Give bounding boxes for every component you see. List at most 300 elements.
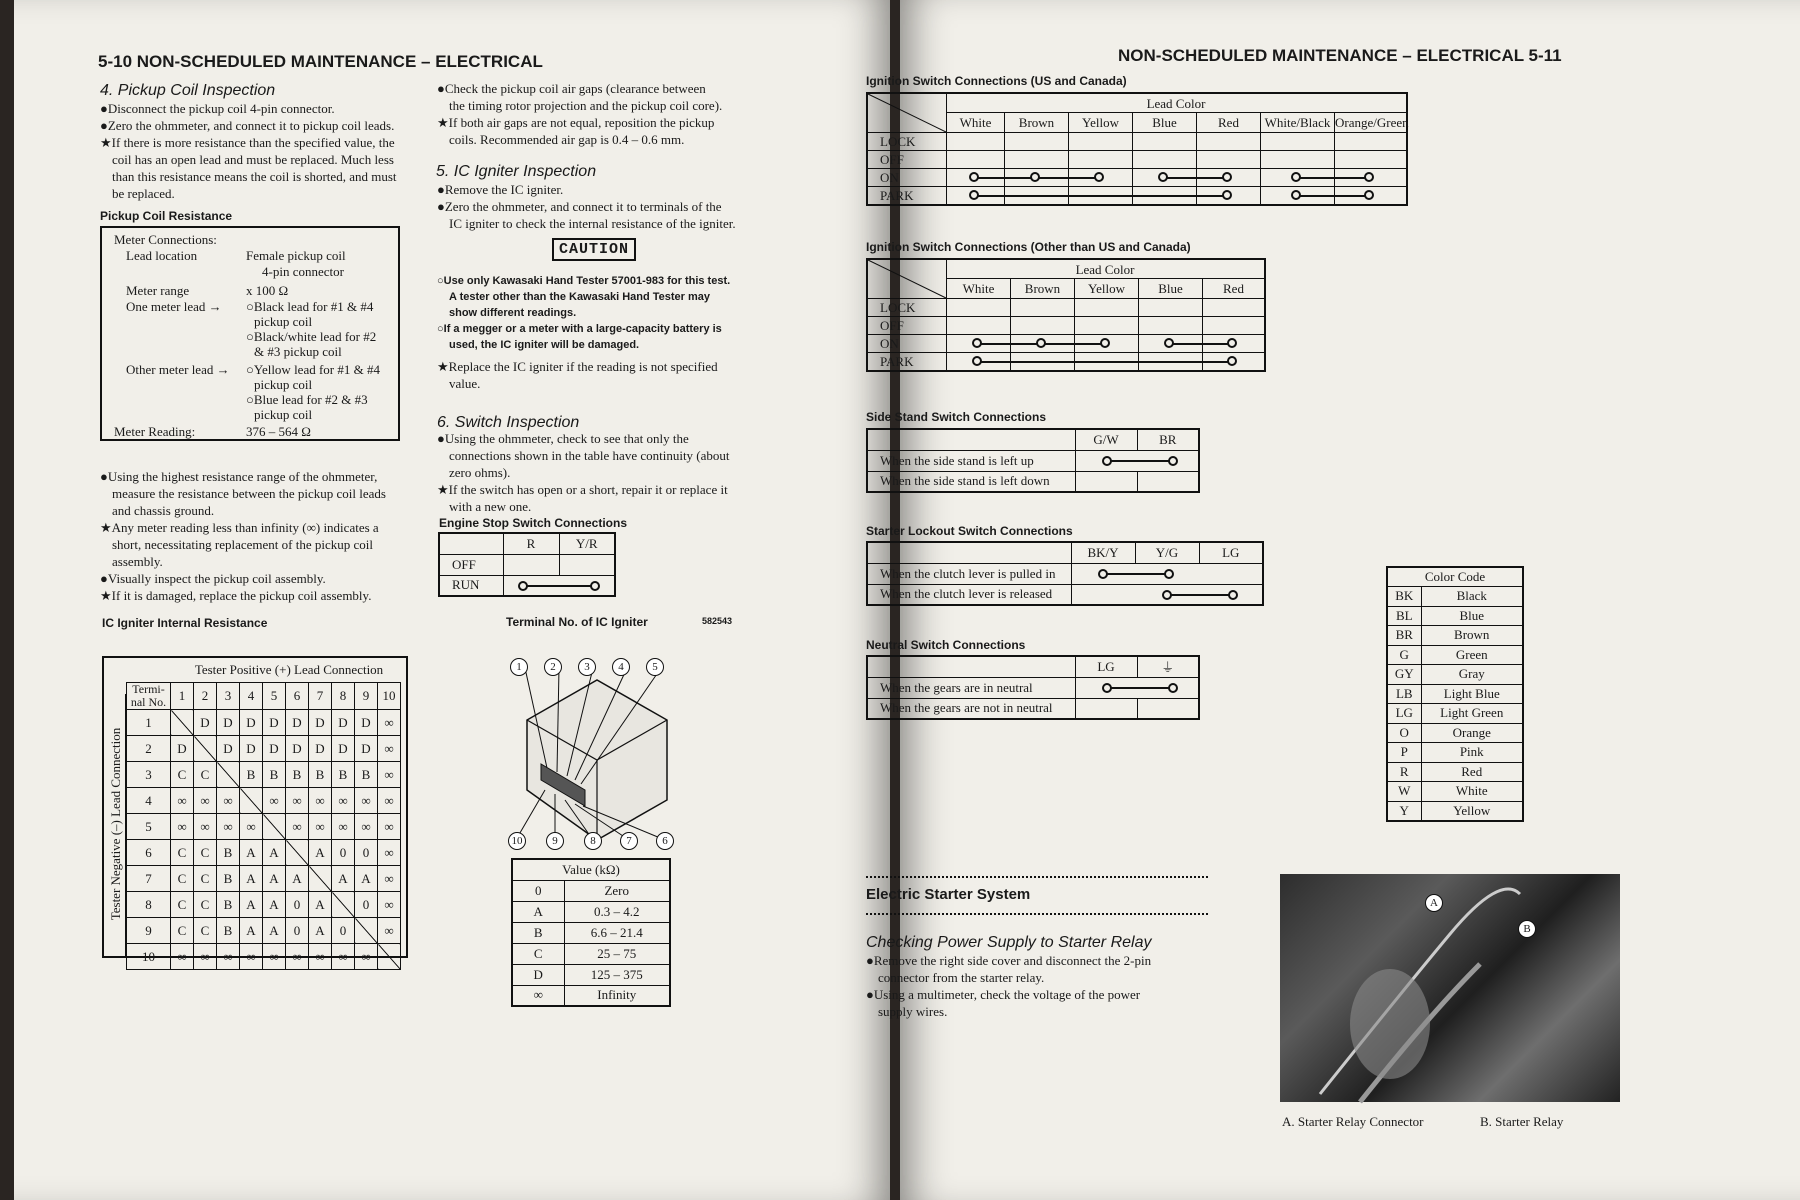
- dotted-divider: [866, 913, 1208, 915]
- terminal-marker: 1: [510, 658, 528, 676]
- grid-cell: C: [194, 892, 217, 918]
- air-gap-text: [437, 80, 737, 148]
- text-line: ●Remove the right side cover and disconnect the 2-pin: [866, 953, 1152, 968]
- other-lead-value: ○Blue lead for #2 & #3: [246, 392, 368, 407]
- grid-cell: C: [194, 840, 217, 866]
- grid-cell: ∞: [309, 944, 332, 970]
- ignition-us-caption: Ignition Switch Connections (US and Canada): [866, 74, 1127, 88]
- terminal-marker: 8: [584, 832, 602, 850]
- col-header: G/W: [1075, 429, 1137, 450]
- pickup-resistance-box: [100, 226, 400, 441]
- dotted-divider: [866, 876, 1208, 878]
- other-lead-label: Other meter lead →: [126, 362, 230, 377]
- text-line: ●Using the highest resistance range of the ohmmeter,: [100, 469, 378, 484]
- value-range: 25 – 75: [564, 943, 670, 964]
- grid-line: [1260, 133, 1261, 151]
- terminal-dot: [1168, 456, 1178, 466]
- value-code: D: [512, 964, 564, 985]
- terminal-dot: [972, 338, 982, 348]
- engine-stop-caption: Engine Stop Switch Connections: [439, 516, 628, 530]
- meter-range-value: x 100 Ω: [246, 283, 289, 298]
- text-line: than this resistance means the coil is shorted, and must: [112, 169, 397, 184]
- grid-line: [946, 133, 947, 151]
- text-line: ★If there is more resistance than the specified value, the: [100, 135, 395, 150]
- grid-cell: B: [217, 918, 240, 944]
- grid-cell: ∞: [332, 788, 355, 814]
- grid-line: [946, 317, 947, 335]
- grid-line: [1068, 151, 1069, 169]
- grid-cell: 0: [286, 918, 309, 944]
- table-row: [1387, 704, 1523, 724]
- grid-cell: A: [240, 892, 263, 918]
- continuity-line: [1297, 195, 1370, 197]
- table-row: [1387, 684, 1523, 704]
- terminal-dot: [1094, 172, 1104, 182]
- terminal-dot: [1227, 356, 1237, 366]
- grid-cell: ∞: [286, 788, 309, 814]
- cell: [503, 554, 559, 575]
- text-line: value.: [449, 376, 481, 391]
- continuity-line: [975, 195, 1228, 197]
- text-line: used, the IC igniter will be damaged.: [449, 339, 640, 351]
- terminal-dot: [1227, 338, 1237, 348]
- grid-cell: [240, 788, 263, 814]
- connection-cell: [503, 575, 615, 596]
- text-line: with a new one.: [449, 499, 532, 514]
- grid-cell: ∞: [378, 762, 401, 788]
- value-range: 6.6 – 21.4: [564, 922, 670, 943]
- color-name: White: [1421, 782, 1523, 802]
- ignition-other-caption: Ignition Switch Connections (Other than US and Canada): [866, 240, 1191, 254]
- continuity-line: [1106, 573, 1170, 575]
- grid-cell: [263, 814, 286, 840]
- color-abbrev: GY: [1387, 665, 1421, 685]
- engine-stop-table: [438, 532, 616, 597]
- grid-line: [946, 335, 947, 353]
- grid-cell: ∞: [286, 944, 309, 970]
- grid-line: [1260, 169, 1261, 187]
- grid-cell: A: [309, 892, 332, 918]
- table-row: [868, 186, 1406, 204]
- meter-reading-label: Meter Reading:: [114, 424, 196, 439]
- grid-cell: [378, 944, 401, 970]
- grid-cell: ∞: [378, 866, 401, 892]
- row-label: PARK: [880, 354, 914, 369]
- col-header: Yellow: [1068, 113, 1132, 132]
- grid-cell: [217, 762, 240, 788]
- table-row: [512, 985, 670, 1006]
- checking-text: [866, 952, 1208, 1020]
- color-name: Red: [1421, 762, 1523, 782]
- text-line: ●Disconnect the pickup coil 4-pin connector.: [100, 101, 335, 116]
- col-header: 8: [332, 683, 355, 710]
- table-row: [868, 168, 1406, 186]
- grid-cell: ∞: [217, 788, 240, 814]
- grid-cell: B: [263, 762, 286, 788]
- table-row: [1387, 665, 1523, 685]
- grid-cell: [332, 892, 355, 918]
- col-header: Brown: [1010, 279, 1074, 298]
- row-header: 10: [127, 944, 171, 970]
- table-row: [512, 922, 670, 943]
- text-line: ●Zero the ohmmeter, and connect it to terminals of the: [437, 199, 722, 214]
- grid-cell: ∞: [378, 840, 401, 866]
- grid-cell: 0: [355, 840, 378, 866]
- connection-cell: [1075, 450, 1199, 471]
- connection-cell: [1071, 584, 1263, 605]
- grid-cell: C: [171, 866, 194, 892]
- col-header: BR: [1137, 429, 1199, 450]
- col-header: Brown: [1004, 113, 1068, 132]
- meter-range-label: Meter range: [126, 283, 190, 298]
- col-header: Orange/Green: [1335, 115, 1409, 130]
- terminal-dot: [1364, 190, 1374, 200]
- color-code-table: [1386, 566, 1524, 822]
- empty-cell: [867, 429, 1075, 450]
- col-header: 2: [194, 683, 217, 710]
- grid-cell: B: [217, 892, 240, 918]
- grid-cell: A: [309, 918, 332, 944]
- terminal-marker: 10: [508, 832, 526, 850]
- col-header: 10: [378, 683, 401, 710]
- grid-cell: 0: [355, 892, 378, 918]
- grid-cell: D: [332, 710, 355, 736]
- grid-cell: ∞: [355, 814, 378, 840]
- igniter-resistance-frame: [102, 656, 408, 964]
- grid-cell: A: [263, 840, 286, 866]
- table-row: [1387, 801, 1523, 821]
- table-row: [512, 880, 670, 901]
- igniter-drawing: [507, 650, 687, 855]
- grid-line: [1074, 317, 1075, 335]
- col-header: 7: [309, 683, 332, 710]
- terminal-dot: [1036, 338, 1046, 348]
- table-row: [127, 892, 401, 918]
- grid-cell: 0: [332, 918, 355, 944]
- row-label: When the clutch lever is pulled in: [867, 563, 1071, 584]
- grid-line: [1334, 133, 1335, 151]
- grid-cell: A: [286, 866, 309, 892]
- grid-line: [1010, 317, 1011, 335]
- switch-inspection-heading: 6. Switch Inspection: [437, 414, 580, 431]
- ground-symbol: ⏚: [1137, 656, 1199, 677]
- photo-caption-b: B. Starter Relay: [1480, 1114, 1564, 1129]
- grid-cell: B: [286, 762, 309, 788]
- value-code: ∞: [512, 985, 564, 1006]
- color-name: Light Green: [1421, 704, 1523, 724]
- electric-starter-heading: Electric Starter System: [866, 886, 1031, 903]
- connection-cell: [1075, 677, 1199, 698]
- grid-cell: A: [263, 866, 286, 892]
- row-label: When the gears are not in neutral: [867, 698, 1075, 719]
- text-line: be replaced.: [112, 186, 175, 201]
- table-row: [868, 352, 1264, 370]
- text-line: IC igniter to check the internal resistance of the igniter.: [449, 216, 736, 231]
- col-header: 3: [217, 683, 240, 710]
- text-line: coils. Recommended air gap is 0.4 – 0.6 mm.: [449, 132, 685, 147]
- terminal-dot: [1164, 338, 1174, 348]
- col-header: 6: [286, 683, 309, 710]
- col-header: White/Black: [1260, 113, 1334, 132]
- empty-cell: [439, 533, 503, 554]
- table-row: [1387, 606, 1523, 626]
- text-line: ★Replace the IC igniter if the reading is not specified: [437, 359, 718, 374]
- row-label: When the side stand is left up: [867, 450, 1075, 471]
- text-line: ○Use only Kawasaki Hand Tester 57001-983 for this test.: [437, 275, 731, 287]
- one-lead-value: & #3 pickup coil: [254, 344, 342, 359]
- ignition-us-columns: [946, 113, 1409, 132]
- grid-cell: B: [309, 762, 332, 788]
- continuity-line: [1170, 594, 1234, 596]
- grid-cell: C: [171, 840, 194, 866]
- grid-cell: ∞: [378, 918, 401, 944]
- grid-cell: D: [355, 736, 378, 762]
- right-page: [866, 0, 1800, 1200]
- text-line: and chassis ground.: [112, 503, 215, 518]
- grid-cell: A: [240, 866, 263, 892]
- table-row: [127, 840, 401, 866]
- ignition-other-table: [866, 258, 1266, 372]
- text-line: ★If both air gaps are not equal, reposition the pickup: [437, 115, 715, 130]
- color-abbrev: BK: [1387, 587, 1421, 607]
- grid-cell: ∞: [309, 814, 332, 840]
- grid-line: [1004, 151, 1005, 169]
- grid-cell: ∞: [194, 814, 217, 840]
- ic-igniter-heading: 5. IC Igniter Inspection: [436, 163, 597, 180]
- terminal-dot: [972, 356, 982, 366]
- color-name: Yellow: [1421, 801, 1523, 821]
- value-code: B: [512, 922, 564, 943]
- color-abbrev: P: [1387, 743, 1421, 763]
- grid-line: [946, 353, 947, 371]
- grid-cell: ∞: [378, 892, 401, 918]
- row-header: 2: [127, 736, 171, 762]
- grid-cell: D: [194, 710, 217, 736]
- checking-heading: Checking Power Supply to Starter Relay: [866, 934, 1152, 951]
- table-row: [512, 964, 670, 985]
- grid-cell: ∞: [378, 710, 401, 736]
- terminal-marker: 5: [646, 658, 664, 676]
- diagonal-header: [868, 260, 946, 298]
- row-header: 6: [127, 840, 171, 866]
- pickup-coil-text: [100, 100, 400, 202]
- grid-cell: A: [240, 840, 263, 866]
- grid-cell: D: [286, 736, 309, 762]
- terminal-dot: [1100, 338, 1110, 348]
- terminal-dot: [1291, 172, 1301, 182]
- grid-cell: B: [217, 866, 240, 892]
- grid-cell: ∞: [263, 788, 286, 814]
- empty-cell: [867, 542, 1071, 563]
- grid-cell: ∞: [378, 736, 401, 762]
- row-label: When the side stand is left down: [867, 471, 1075, 492]
- color-name: Black: [1421, 587, 1523, 607]
- starter-lockout-caption: Starter Lockout Switch Connections: [866, 524, 1073, 538]
- grid-line: [1202, 317, 1203, 335]
- photo-label-a: A: [1425, 894, 1443, 912]
- neutral-table: [866, 655, 1200, 720]
- grid-line: [1138, 299, 1139, 317]
- cell: [1137, 471, 1199, 492]
- col-header: Red: [1202, 279, 1264, 298]
- col-header: Y/G: [1135, 542, 1199, 563]
- other-lead-value: pickup coil: [254, 407, 313, 422]
- grid-line: [1004, 133, 1005, 151]
- grid-line: [1334, 151, 1335, 169]
- col-header: BK/Y: [1071, 542, 1135, 563]
- terminal-marker: 4: [612, 658, 630, 676]
- text-line: zero ohms).: [449, 465, 511, 480]
- color-name: Orange: [1421, 723, 1523, 743]
- table-row: [127, 788, 401, 814]
- table-row: [1387, 626, 1523, 646]
- grid-cell: D: [263, 710, 286, 736]
- text-line: ○If a megger or a meter with a large-capacity battery is: [437, 323, 722, 335]
- one-lead-label: One meter lead →: [126, 299, 222, 314]
- table-row: [1387, 645, 1523, 665]
- female-coil-text: Female pickup coil: [246, 248, 346, 263]
- terminal-dot: [1222, 172, 1232, 182]
- grid-line: [1132, 133, 1133, 151]
- other-lead-value: ○Yellow lead for #1 & #4: [246, 362, 380, 377]
- grid-cell: ∞: [240, 944, 263, 970]
- replace-igniter-text: [437, 358, 739, 392]
- color-abbrev: G: [1387, 645, 1421, 665]
- grid-line: [1260, 187, 1261, 205]
- color-name: Blue: [1421, 606, 1523, 626]
- grid-cell: ∞: [332, 944, 355, 970]
- grid-cell: A: [355, 866, 378, 892]
- terminal-dot: [590, 581, 600, 591]
- table-row: [1387, 587, 1523, 607]
- text-line: the timing rotor projection and the pickup coil core).: [449, 98, 723, 113]
- color-abbrev: Y: [1387, 801, 1421, 821]
- grid-line: [946, 169, 947, 187]
- continuity-line: [1164, 177, 1228, 179]
- tester-positive-label: Tester Positive (+) Lead Connection: [194, 662, 384, 677]
- grid-cell: D: [240, 736, 263, 762]
- ignition-us-rows: [868, 132, 1406, 204]
- grid-cell: C: [171, 918, 194, 944]
- cell: [559, 554, 615, 575]
- table-row: [127, 944, 401, 970]
- grid-cell: ∞: [194, 788, 217, 814]
- left-page-header: 5-10 NON-SCHEDULED MAINTENANCE – ELECTRICAL: [98, 52, 543, 71]
- text-line: measure the resistance between the pickup coil leads: [112, 486, 386, 501]
- text-line: ●Remove the IC igniter.: [437, 182, 564, 197]
- color-abbrev: R: [1387, 762, 1421, 782]
- text-line: ●Check the pickup coil air gaps (clearance between: [437, 81, 706, 96]
- grid-cell: B: [355, 762, 378, 788]
- photo-label-b: B: [1518, 920, 1536, 938]
- pickup-coil-heading: 4. Pickup Coil Inspection: [100, 82, 276, 99]
- continuity-line: [1110, 687, 1174, 689]
- table-row: [1387, 743, 1523, 763]
- grid-cell: A: [263, 892, 286, 918]
- text-line: ●Visually inspect the pickup coil assembly.: [100, 571, 326, 586]
- terminal-dot: [969, 172, 979, 182]
- female-coil-text-2: 4-pin connector: [262, 264, 344, 279]
- one-lead-value: pickup coil: [254, 314, 313, 329]
- grid-cell: 0: [332, 840, 355, 866]
- row-header: 7: [127, 866, 171, 892]
- row-label: OFF: [439, 554, 503, 575]
- grid-cell: ∞: [194, 944, 217, 970]
- grid-cell: D: [217, 710, 240, 736]
- grid-line: [946, 187, 947, 205]
- text-line: ●Using a multimeter, check the voltage of the power: [866, 987, 1141, 1002]
- terminal-dot: [1030, 172, 1040, 182]
- grid-line: [1260, 151, 1261, 169]
- cell: [1075, 471, 1137, 492]
- color-abbrev: O: [1387, 723, 1421, 743]
- ic-igniter-text: [437, 181, 737, 232]
- pickup-ground-text: [100, 468, 410, 604]
- col-header: Blue: [1138, 279, 1202, 298]
- grid-cell: D: [171, 736, 194, 762]
- terminal-dot: [969, 190, 979, 200]
- one-lead-value: ○Black/white lead for #2: [246, 329, 377, 344]
- grid-line: [1010, 299, 1011, 317]
- col-header: 1: [171, 683, 194, 710]
- terminal-marker: 7: [620, 832, 638, 850]
- table-row: [512, 901, 670, 922]
- value-table: [511, 858, 671, 1007]
- grid-cell: A: [240, 918, 263, 944]
- grid-cell: ∞: [378, 814, 401, 840]
- grid-cell: D: [332, 736, 355, 762]
- value-range: 0.3 – 4.2: [564, 901, 670, 922]
- text-line: ★If it is damaged, replace the pickup coil assembly.: [100, 588, 372, 603]
- col-header: 4: [240, 683, 263, 710]
- grid-line: [1196, 133, 1197, 151]
- grid-cell: ∞: [171, 814, 194, 840]
- value-code: A: [512, 901, 564, 922]
- row-label: OFF: [880, 318, 904, 333]
- grid-cell: D: [355, 710, 378, 736]
- grid-cell: ∞: [240, 814, 263, 840]
- value-code: 0: [512, 880, 564, 901]
- table-row: [868, 150, 1406, 168]
- grid-cell: D: [240, 710, 263, 736]
- grid-cell: D: [309, 710, 332, 736]
- meter-connections-label: Meter Connections:: [114, 232, 217, 247]
- caution-badge: CAUTION: [552, 238, 636, 261]
- ignition-other-rows: [868, 298, 1264, 370]
- side-stand-table: [866, 428, 1200, 493]
- col-header: Yellow: [1074, 279, 1138, 298]
- lead-color-header: Lead Color: [946, 260, 1264, 279]
- row-label: RUN: [439, 575, 503, 596]
- empty-cell: [867, 656, 1075, 677]
- lead-location-label: Lead location: [126, 248, 198, 263]
- text-line: show different readings.: [449, 307, 577, 319]
- grid-cell: C: [194, 762, 217, 788]
- photo-caption-a: A. Starter Relay Connector: [1282, 1114, 1424, 1129]
- col-header: R: [503, 533, 559, 554]
- value-code: C: [512, 943, 564, 964]
- tester-negative-label: Tester Negative (–) Lead Connection: [108, 727, 123, 921]
- text-line: assembly.: [112, 554, 163, 569]
- col-header: LG: [1199, 542, 1263, 563]
- lead-color-header: Lead Color: [946, 94, 1406, 113]
- row-header: 3: [127, 762, 171, 788]
- grid-cell: [171, 710, 194, 736]
- table-row: [127, 866, 401, 892]
- figure-number: 582543: [702, 616, 733, 626]
- grid-cell: D: [309, 736, 332, 762]
- value-table-header: Value (kΩ): [512, 859, 670, 880]
